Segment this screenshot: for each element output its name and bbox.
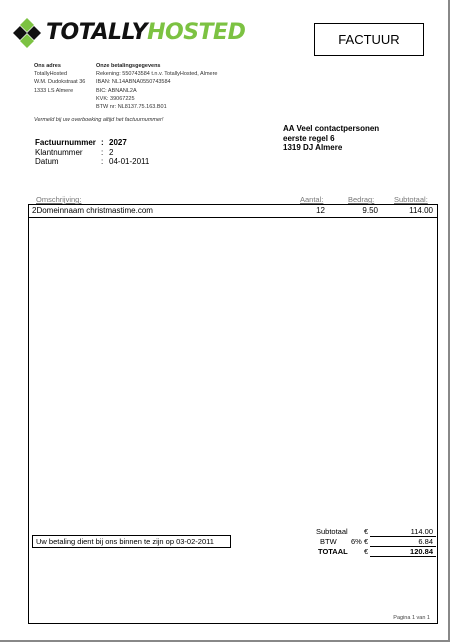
meta-colon: : <box>101 138 104 147</box>
company-address-heading: Ons adres <box>34 63 61 69</box>
payment-due-notice: Uw betaling dient bij ons binnen te zijn op 03-02-2011 <box>32 535 231 548</box>
company-address-line: TotallyHosted <box>34 71 68 78</box>
company-address-line: W.M. Dudokstraat 36 <box>34 79 86 86</box>
line-items-box <box>28 204 438 624</box>
subtotal-currency: € <box>364 527 369 536</box>
meta-colon: : <box>101 147 104 157</box>
total-currency: € <box>364 547 369 556</box>
payment-details <box>96 62 217 111</box>
btw-label: BTW <box>320 537 337 546</box>
invoice-meta <box>35 138 149 167</box>
page-number: Pagina 1 van 1 <box>393 615 430 621</box>
logo-text <box>46 20 245 45</box>
item-amount: 9.50 <box>362 206 378 215</box>
logo-diamond-icon <box>12 18 42 48</box>
meta-label: Klantnummer <box>35 147 83 157</box>
item-subtotal: 114.00 <box>409 206 433 215</box>
invoice-number-row <box>35 138 149 148</box>
payment-details-heading: Onze betalingsgegevens <box>96 63 161 69</box>
customer-number-row <box>35 148 149 158</box>
recipient-line: 1319 DJ Almere <box>283 143 343 152</box>
line-items-separator <box>28 217 437 218</box>
meta-value: 2 <box>109 147 114 157</box>
recipient-address <box>283 124 379 153</box>
subtotal-value: 114.00 <box>410 527 433 536</box>
meta-value: 04-01-2011 <box>109 157 150 166</box>
logo-text-part1: TOTALLY <box>46 20 148 45</box>
total-label: TOTAAL <box>318 547 348 556</box>
company-address-line: 1333 LS Almere <box>34 87 74 94</box>
recipient-line: AA Veel contactpersonen <box>283 124 380 133</box>
payment-reference-note: Vermeld bij uw overboeking altijd het factuurnummer! <box>34 117 164 123</box>
total-underline <box>370 556 436 557</box>
column-header-amount: Bedrag: <box>348 195 375 204</box>
payment-details-line: BIC: ABNANL2A <box>96 87 137 94</box>
document-title: FACTUUR <box>314 23 424 56</box>
logo-text-part2: HOSTED <box>147 20 246 45</box>
btw-value: 6.84 <box>418 537 433 546</box>
payment-details-line: Rekening: 550743584 t.n.v. TotallyHosted, Almere <box>96 71 218 78</box>
item-quantity: 12 <box>316 206 325 215</box>
payment-details-line: IBAN: NL14ABNA0550743584 <box>96 79 171 86</box>
meta-label: Factuurnummer <box>35 138 96 147</box>
column-header-subtotal: Subtotaal: <box>394 195 428 204</box>
meta-label: Datum <box>35 157 59 166</box>
total-value: 120.84 <box>410 547 433 556</box>
payment-details-line: BTW nr: NL8137.75.163.B01 <box>96 104 167 111</box>
btw-currency: € <box>364 537 369 546</box>
item-description: 2Domeinnaam christmastime.com <box>32 206 153 215</box>
recipient-line: eerste regel 6 <box>283 133 335 143</box>
subtotal-label: Subtotaal <box>316 527 348 536</box>
column-header-quantity: Aantal: <box>300 195 324 204</box>
meta-colon: : <box>101 157 104 166</box>
meta-value: 2027 <box>109 138 127 147</box>
payment-details-line: KVK: 39067225 <box>96 95 135 102</box>
date-row <box>35 157 149 167</box>
btw-rate: 6% <box>351 537 362 546</box>
company-address <box>34 62 85 95</box>
column-header-description: Omschrijving: <box>36 195 82 204</box>
